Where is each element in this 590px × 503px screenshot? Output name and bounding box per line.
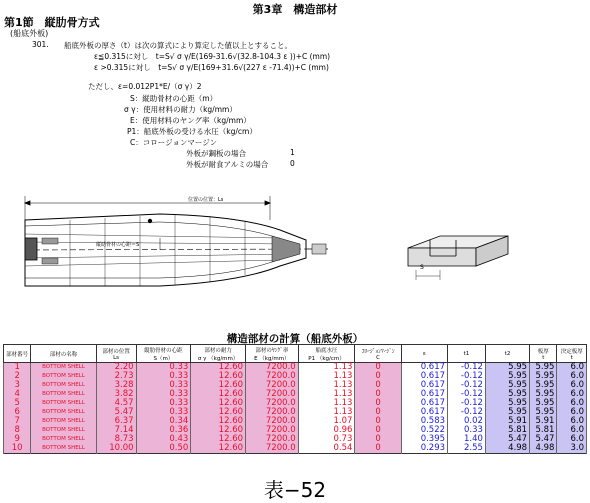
table-cell: 5.47 (530, 435, 557, 444)
table-cell: 6.0 (557, 390, 587, 399)
table-cell: 0.293 (401, 444, 447, 454)
spacing-label: 縦助骨材の心距＝S (96, 242, 140, 248)
header-cell: 部材の名称 (31, 345, 96, 363)
table-cell: 12.60 (191, 408, 246, 417)
table-cell: 8.73 (96, 435, 136, 444)
table-cell: 6.0 (557, 408, 587, 417)
item-text: 船底外板の厚さ（t）は次の算式により算定した値以上とすること。 (64, 41, 292, 50)
header-cell: 決定板厚 t (557, 345, 587, 363)
table-cell: 6.0 (557, 435, 587, 444)
header-cell: 部材の耐力 σ γ （kg/mm） (191, 345, 246, 363)
header-cell: ε (401, 345, 447, 363)
table-cell: 0.33 (136, 372, 191, 381)
table-cell: 5.81 (530, 426, 557, 435)
table-cell: 0.33 (136, 390, 191, 399)
header-cell: t2 (485, 345, 529, 363)
table-cell: 0 (355, 408, 401, 417)
header-cell: 部材の位置 Ls (96, 345, 136, 363)
table-cell: 4.98 (485, 444, 529, 454)
condition-steel-label: 外板が鋼板の場合 (186, 149, 246, 158)
table-cell: 0.522 (401, 426, 447, 435)
table-cell: 3.28 (96, 381, 136, 390)
table-cell: 6.0 (557, 363, 587, 373)
table-cell: 6 (4, 408, 31, 417)
table-cell: 1.13 (298, 390, 355, 399)
table-cell: 0 (355, 426, 401, 435)
table-cell: 5.95 (530, 390, 557, 399)
table-cell: 0.33 (136, 408, 191, 417)
section-title: 第1節 縦肋骨方式 (4, 16, 100, 29)
table-cell: -0.12 (448, 399, 486, 408)
table-cell: BOTTOM SHELL (31, 444, 96, 454)
table-cell: 5.91 (485, 417, 529, 426)
table-cell: 0.617 (401, 408, 447, 417)
table-cell: 5.95 (485, 399, 529, 408)
table-cell: 7 (4, 417, 31, 426)
table-cell: -0.12 (448, 363, 486, 373)
table-header-row (4, 345, 587, 363)
table-cell: 12.60 (191, 399, 246, 408)
table-cell: 5.95 (485, 372, 529, 381)
table-cell: 7200.0 (246, 426, 299, 435)
table-cell: 6.0 (557, 399, 587, 408)
table-cell: 0.33 (448, 426, 486, 435)
table-cell: 0 (355, 381, 401, 390)
table-row (4, 444, 587, 454)
table-cell: 10 (4, 444, 31, 454)
table-cell: 0.34 (136, 417, 191, 426)
table-cell: 7200.0 (246, 417, 299, 426)
table-cell: 7.14 (96, 426, 136, 435)
chapter-title: 第3章 構造部材 (252, 3, 338, 16)
def-c: C：コロージョンマージン (130, 138, 218, 147)
table-cell: 1.13 (298, 408, 355, 417)
table-cell: 5.95 (485, 390, 529, 399)
def-p1: P1：船底外板の受ける水圧（kg/cm） (127, 127, 257, 136)
table-cell: 1.13 (298, 381, 355, 390)
table-cell: BOTTOM SHELL (31, 390, 96, 399)
table-cell: 0.96 (298, 426, 355, 435)
table-cell: 0.617 (401, 399, 447, 408)
header-cell: 船底水圧 P1 （kg/cm） (298, 345, 355, 363)
table-cell: 0.33 (136, 363, 191, 373)
table-cell: 5.95 (485, 408, 529, 417)
table-cell: 0 (355, 444, 401, 454)
condition-alu-value: 0 (290, 159, 295, 168)
table-cell: 0.583 (401, 417, 447, 426)
table-cell: BOTTOM SHELL (31, 417, 96, 426)
table-cell: 0 (355, 399, 401, 408)
table-cell: 8 (4, 426, 31, 435)
where-label: ただし、 (88, 82, 118, 91)
table-cell: 3 (4, 381, 31, 390)
stiffener-section-drawing (400, 220, 520, 290)
table-cell: 0.395 (401, 435, 447, 444)
item-number: 301. (32, 40, 49, 49)
table-cell: BOTTOM SHELL (31, 435, 96, 444)
table-cell: BOTTOM SHELL (31, 399, 96, 408)
table-cell: 0 (355, 390, 401, 399)
table-cell: -0.12 (448, 372, 486, 381)
table-cell: 0 (355, 417, 401, 426)
table-cell: 5 (4, 399, 31, 408)
table-cell: 1.40 (448, 435, 486, 444)
table-cell: 12.60 (191, 372, 246, 381)
table-cell: 0.73 (298, 435, 355, 444)
table-cell: 12.60 (191, 390, 246, 399)
table-cell: 1.07 (298, 417, 355, 426)
table-cell: 7200.0 (246, 390, 299, 399)
table-cell: 1.13 (298, 399, 355, 408)
table-cell: 6.37 (96, 417, 136, 426)
table-cell: 12.60 (191, 363, 246, 373)
table-cell: 4.57 (96, 399, 136, 408)
header-cell: 板厚 t (530, 345, 557, 363)
table-cell: 0.33 (136, 399, 191, 408)
header-cell: t1 (448, 345, 486, 363)
table-cell: 3.82 (96, 390, 136, 399)
table-cell: -0.12 (448, 408, 486, 417)
section-s-label: S (420, 264, 424, 271)
table-cell: 7200.0 (246, 408, 299, 417)
table-cell: 0.617 (401, 372, 447, 381)
where-formula: ε=0.012P1*E/（σ γ）2 (118, 82, 202, 91)
table-cell: 9 (4, 435, 31, 444)
header-cell: ｺﾛｰｼﾞｮﾝﾏｰｼﾞﾝ C (355, 345, 401, 363)
table-cell: 1 (4, 363, 31, 373)
table-cell: 5.81 (485, 426, 529, 435)
position-label: 位置の位置：Ls (188, 197, 224, 203)
table-cell: 5.95 (530, 408, 557, 417)
member-calculation-table (3, 344, 587, 454)
table-cell: 10.00 (96, 444, 136, 454)
table-cell: 12.60 (191, 426, 246, 435)
table-cell: 0.36 (136, 426, 191, 435)
table-cell: 0.50 (136, 444, 191, 454)
table-cell: 4 (4, 390, 31, 399)
table-cell: 4.98 (530, 444, 557, 454)
table-cell: 6.0 (557, 372, 587, 381)
table-cell: 7200.0 (246, 381, 299, 390)
table-cell: 5.95 (530, 363, 557, 373)
table-cell: -0.12 (448, 381, 486, 390)
table-cell: 0.617 (401, 363, 447, 373)
hull-plan-drawing (10, 178, 350, 296)
table-cell: 12.60 (191, 435, 246, 444)
table-cell: 5.91 (530, 417, 557, 426)
formula-1: ε≦0.315に対し t=S√ σ γ/E(169-31.6√(32.8-104.3 ε ))+C (mm) (94, 52, 331, 61)
table-cell: 2.20 (96, 363, 136, 373)
table-cell: 5.95 (530, 399, 557, 408)
table-cell: 5.95 (530, 381, 557, 390)
header-cell: 部材番号 (4, 345, 31, 363)
table-cell: 0.02 (448, 417, 486, 426)
table-cell: 7200.0 (246, 363, 299, 373)
table-cell: -0.12 (448, 390, 486, 399)
table-cell: 0.33 (136, 381, 191, 390)
table-cell: 2 (4, 372, 31, 381)
table-cell: 0.617 (401, 390, 447, 399)
def-sigma: σ γ：使用材料の耐力（kg/mm） (124, 105, 237, 114)
table-cell: 5.47 (485, 435, 529, 444)
table-cell: 5.95 (485, 381, 529, 390)
table-cell: BOTTOM SHELL (31, 408, 96, 417)
table-cell: 6.0 (557, 417, 587, 426)
table-cell: 7200.0 (246, 372, 299, 381)
table-cell: 0 (355, 435, 401, 444)
header-cell: 部材のﾔﾝｸﾞ率 E （kg/mm） (246, 345, 299, 363)
table-cell: 1.13 (298, 372, 355, 381)
table-number-caption: 表−52 (263, 478, 327, 502)
table-cell: BOTTOM SHELL (31, 426, 96, 435)
table-cell: 12.60 (191, 417, 246, 426)
table-cell: 0 (355, 372, 401, 381)
table-cell: 7200.0 (246, 444, 299, 454)
table-cell: BOTTOM SHELL (31, 381, 96, 390)
table-cell: 5.95 (485, 363, 529, 373)
condition-alu-label: 外板が耐食アルミの場合 (186, 160, 269, 169)
table-cell: 0 (355, 363, 401, 373)
table-title: 構造部材の計算（船底外板） (226, 333, 364, 345)
table-cell: 0.43 (136, 435, 191, 444)
table-cell: 0.54 (298, 444, 355, 454)
table-cell: 5.47 (96, 408, 136, 417)
table-cell: 1.13 (298, 363, 355, 373)
table-cell: 7200.0 (246, 435, 299, 444)
condition-steel-value: 1 (290, 148, 295, 157)
def-s: S：縦助骨材の心距（m） (130, 94, 218, 103)
table-cell: 5.95 (530, 372, 557, 381)
subsection-label: (船底外板) (10, 29, 49, 38)
header-cell: 縦肋骨材の心距 S（m） (136, 345, 191, 363)
table-cell: BOTTOM SHELL (31, 372, 96, 381)
table-cell: 0.617 (401, 381, 447, 390)
table-cell: 2.55 (448, 444, 486, 454)
table-cell: 7200.0 (246, 399, 299, 408)
table-cell: BOTTOM SHELL (31, 363, 96, 373)
table-cell: 6.0 (557, 426, 587, 435)
table-cell: 12.60 (191, 381, 246, 390)
table-cell: 6.0 (557, 381, 587, 390)
table-cell: 12.60 (191, 444, 246, 454)
table-cell: 3.0 (557, 444, 587, 454)
def-e: E：使用材料のヤング率（kg/mm） (130, 116, 251, 125)
formula-2: ε >0.315に対し t=S√ σ γ/E(169+31.6√(227 ε -71.4))+C (mm) (94, 63, 329, 72)
table-cell: 2.73 (96, 372, 136, 381)
